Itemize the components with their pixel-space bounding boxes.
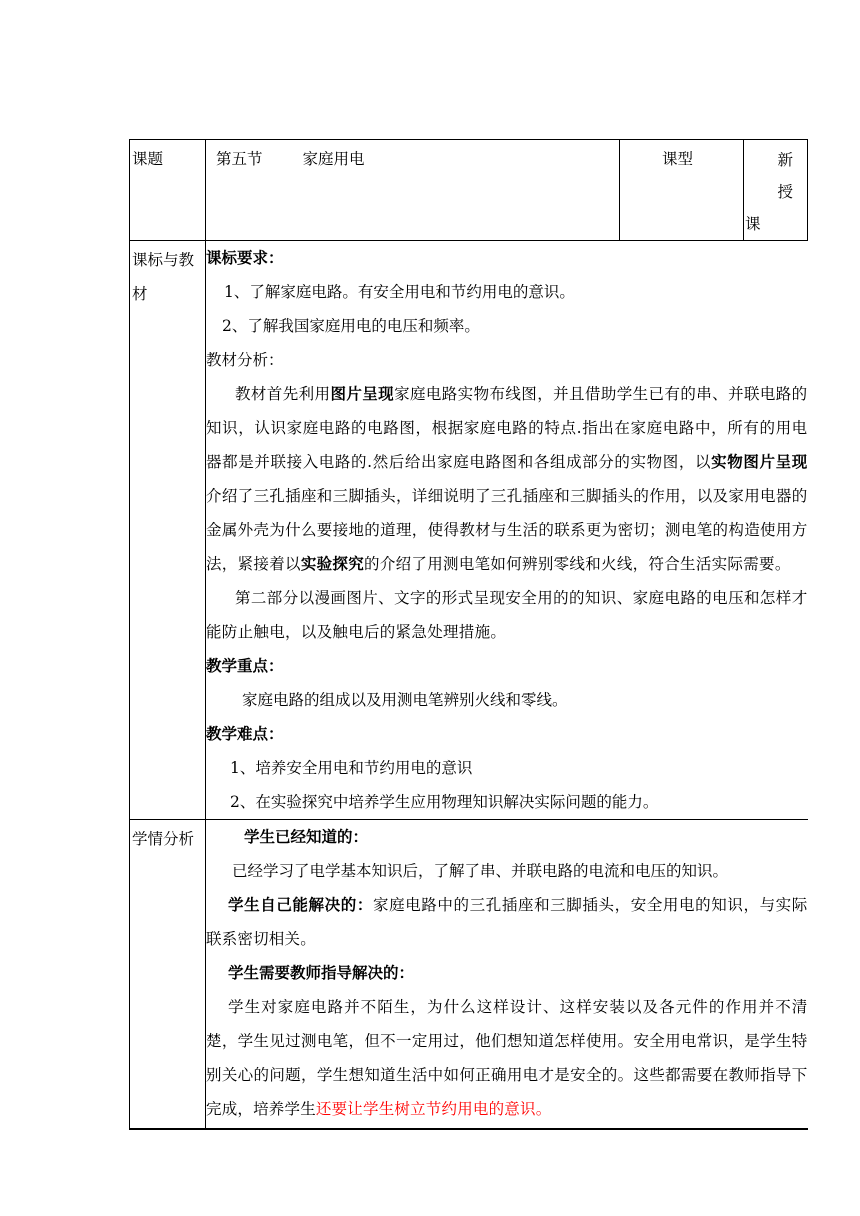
- lesson-title: 家庭用电: [302, 150, 365, 168]
- guide-red-text: 还要让学生树立节约用电的意识。: [315, 1100, 552, 1118]
- analysis-emphasis: 图片呈现: [330, 384, 395, 403]
- self-solve-heading: 学生自己能解决的：: [228, 895, 373, 914]
- type-value-cell: [744, 140, 808, 241]
- curriculum-content-cell: [206, 241, 808, 820]
- standard-item: 1、了解家庭电路。有安全用电和节约用电的意识。: [224, 283, 575, 301]
- student-analysis-row: [130, 820, 808, 1130]
- analysis-text: 家庭电路实物布线图，并且借助学生已有的串、并联电路的知识，认识家庭电路的电路图，根据家庭电路的特点.指出在家庭电路中，所有的用电器都是并联接入电路的.然后给出家庭电路图和各组成部分的实物图，以: [206, 385, 808, 471]
- analysis-paragraph-1: [206, 377, 808, 581]
- analysis-emphasis: 实验探究: [300, 554, 365, 573]
- difficult-points-heading: 教学难点：: [206, 724, 284, 743]
- curriculum-label-cell: [130, 241, 206, 820]
- standard-item: 2、了解我国家庭用电的电压和频率。: [222, 317, 480, 335]
- guide-heading: 学生需要教师指导解决的：: [228, 963, 415, 982]
- key-points-text: 家庭电路的组成以及用测电笔辨别火线和零线。: [242, 691, 568, 709]
- guide-paragraph: [206, 990, 808, 1126]
- student-content-cell: [206, 820, 808, 1130]
- difficult-point-item: 2、在实验探究中培养学生应用物理知识解决实际问题的能力。: [230, 793, 659, 811]
- self-solve-text: 家庭电路中的三孔插座和三脚插头，安全用电的知识，与实际联系密切相关。: [206, 896, 808, 948]
- self-solve-paragraph: [206, 888, 808, 956]
- lesson-plan-table: [129, 139, 808, 1130]
- analysis-heading: 教材分析：: [206, 351, 284, 369]
- section-number: 第五节: [216, 150, 263, 168]
- topic-label: 课题: [132, 150, 164, 168]
- difficult-point-item: 1、培养安全用电和节约用电的意识: [230, 759, 473, 777]
- type-label-cell: [620, 140, 744, 241]
- header-row: [130, 140, 808, 241]
- analysis-emphasis: 实物图片呈现: [711, 452, 808, 471]
- student-label-cell: [130, 820, 206, 1130]
- topic-label-cell: [130, 140, 206, 241]
- analysis-text: 教材首先利用: [235, 385, 331, 403]
- analysis-text: 介绍了三孔插座和三脚插头，详细说明了三孔插座和三脚插头的作用，以及家用电器的金属外壳为什么要接地的道理，使得教材与生活的联系更为密切；测电笔的构造使用方法，紧接着以: [206, 487, 808, 573]
- known-text: 已经学习了电学基本知识后，了解了串、并联电路的电流和电压的知识。: [232, 862, 729, 880]
- type-value-line2: 课: [745, 215, 761, 233]
- curriculum-label-line2: 材: [132, 285, 148, 303]
- analysis-paragraph-2: 第二部分以漫画图片、文字的形式呈现安全用的的知识、家庭电路的电压和怎样才能防止触电，以及触电后的紧急处理措施。: [206, 589, 808, 641]
- guide-text: 学生对家庭电路并不陌生，为什么这样设计、这样安装以及各元件的作用并不清楚，学生见过测电笔，但不一定用过，他们想知道怎样使用。安全用电常识，是学生特别关心的问题，学生想知道生活中如何正确用电才是安全的。这些都需要在教师指导下完成，培养学生: [206, 998, 808, 1118]
- curriculum-row: [130, 241, 808, 820]
- topic-value-cell: [206, 140, 620, 241]
- type-value-line1: 新 授: [777, 151, 807, 201]
- analysis-text: 的介绍了用测电笔如何辨别零线和火线，符合生活实际需要。: [364, 555, 791, 573]
- key-points-heading: 教学重点：: [206, 656, 284, 675]
- type-label: 课型: [662, 150, 694, 168]
- known-heading: 学生已经知道的：: [244, 827, 369, 846]
- standards-heading: 课标要求：: [206, 248, 284, 267]
- curriculum-label-line1: 课标与教: [132, 251, 195, 269]
- student-label: 学情分析: [132, 830, 195, 848]
